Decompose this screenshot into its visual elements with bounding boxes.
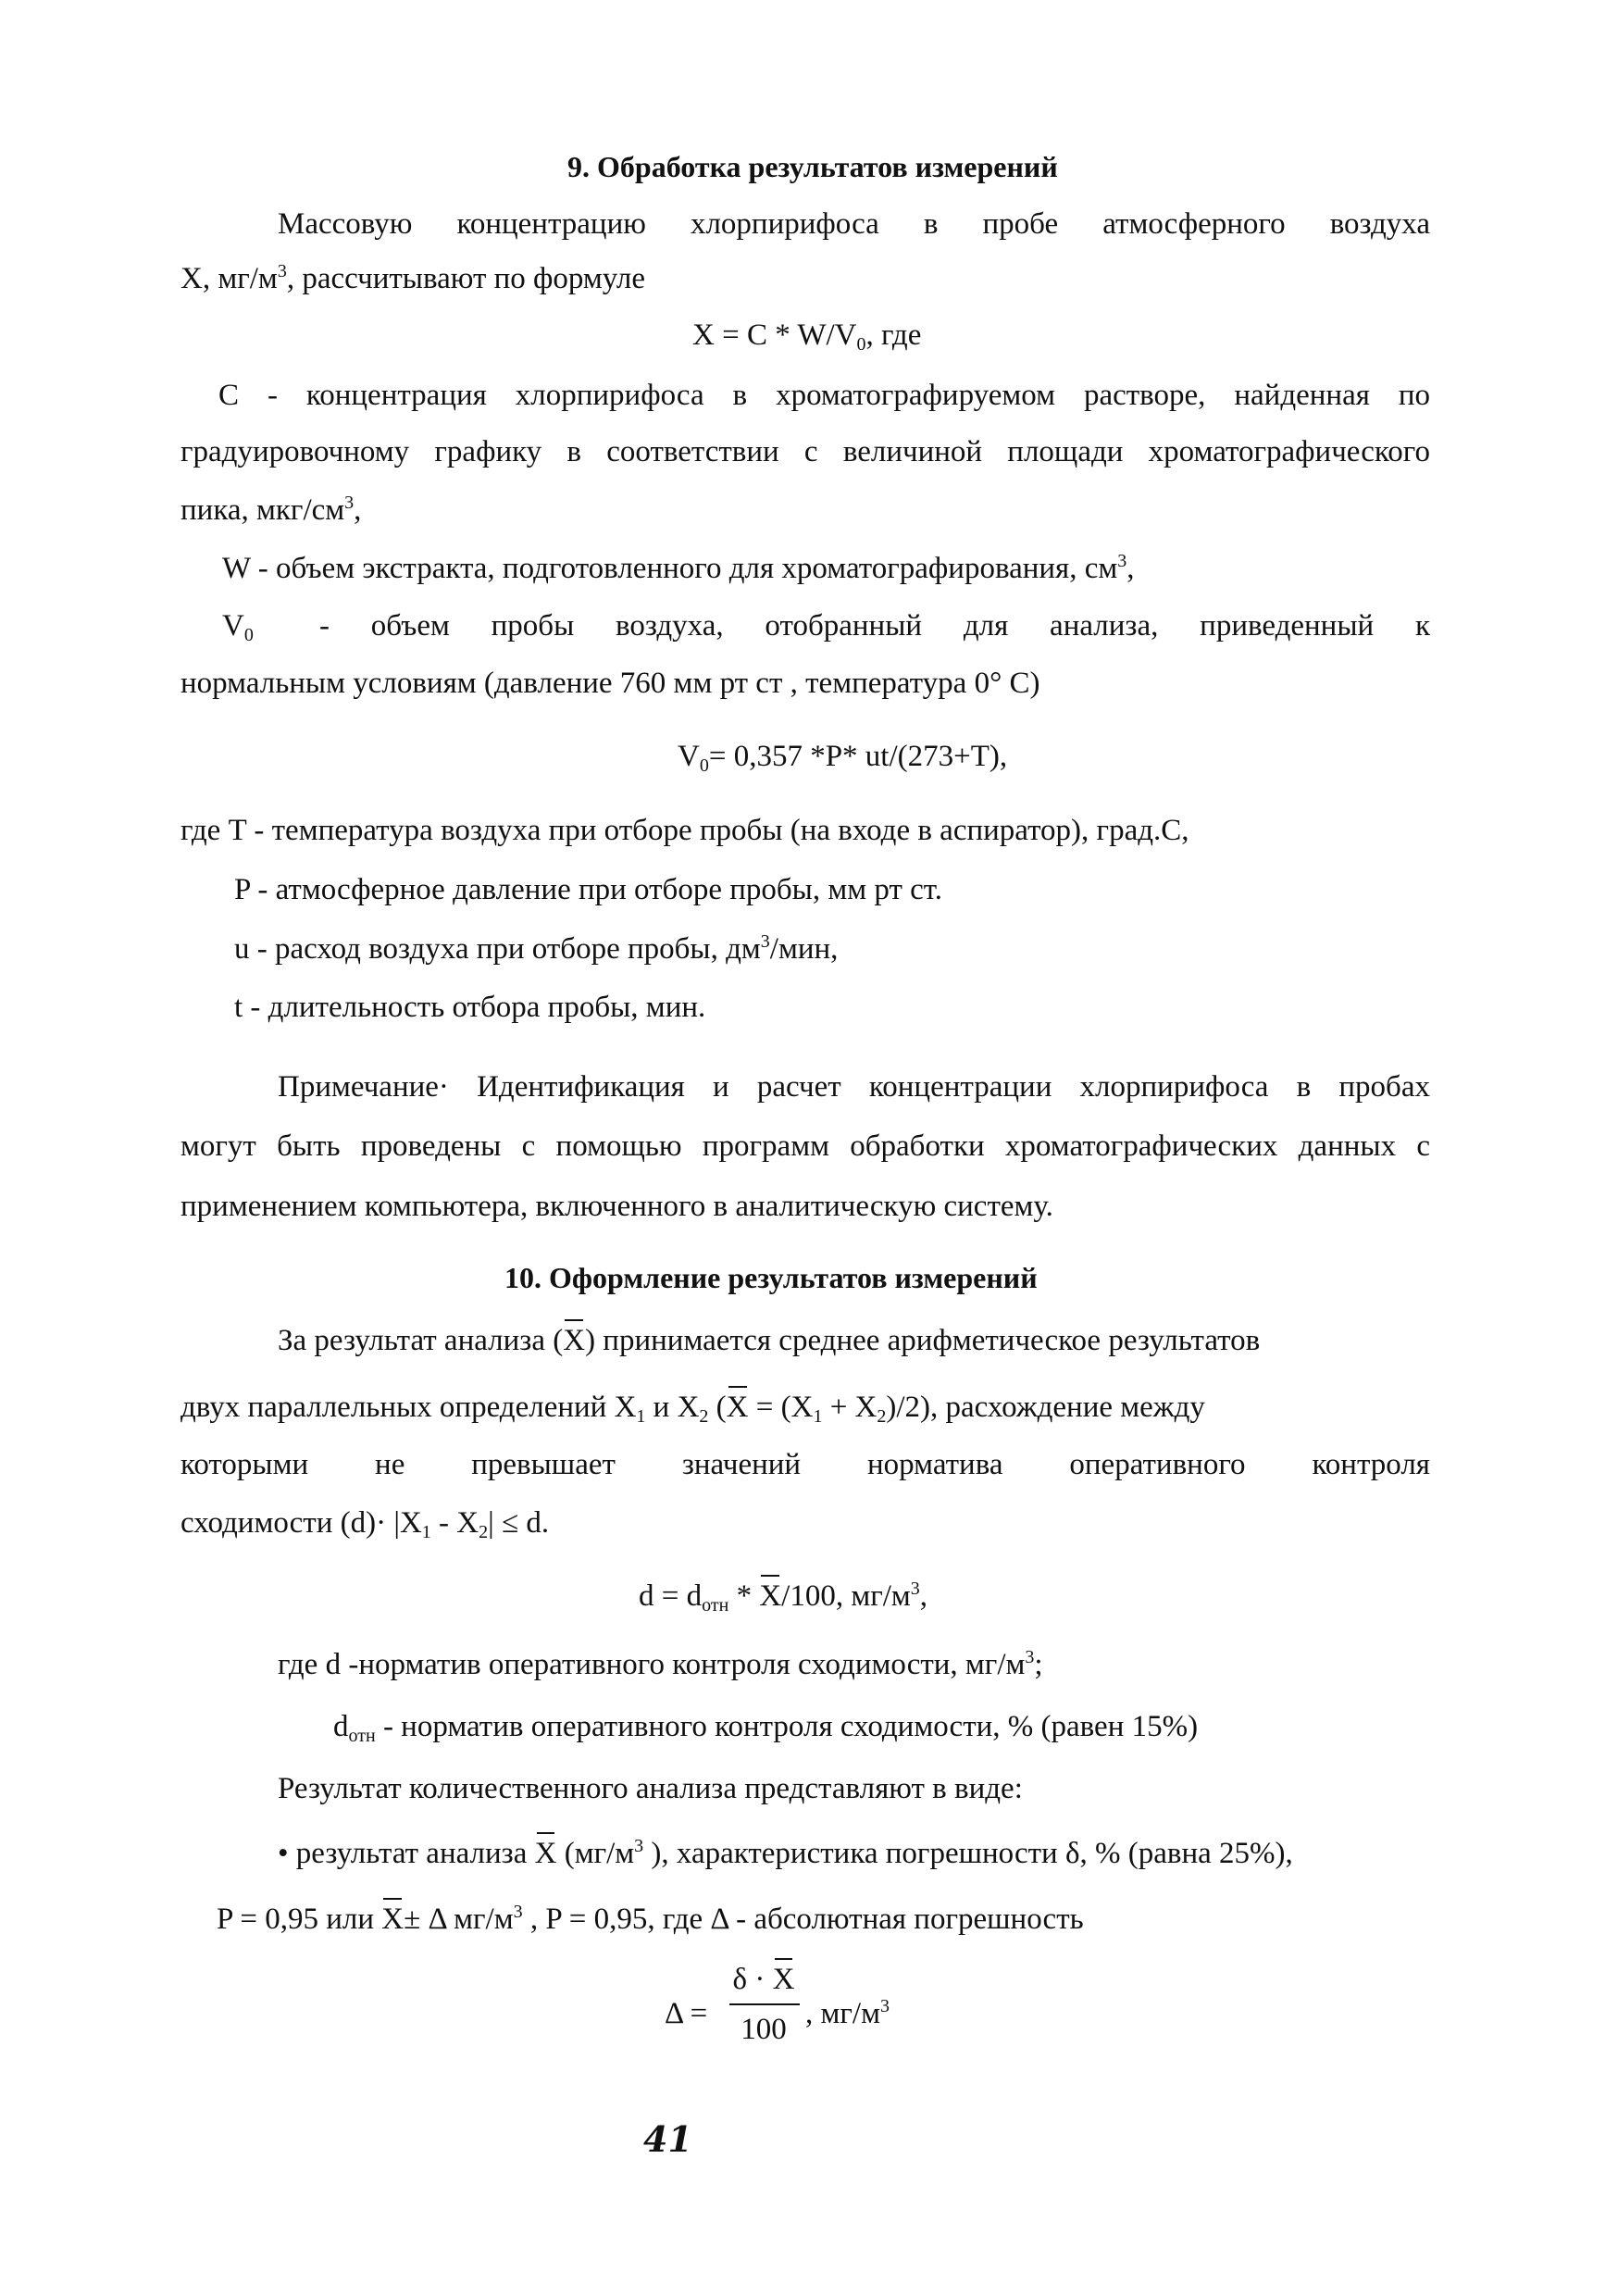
note-line-2: могут быть проведены с помощью программ обработки хроматографических данных с [180,1129,1430,1163]
result-bullet-line-1: • результат анализа X ($мг/м^3$ ), характеристика погрешности δ, % (равна 25%), [278,1836,1293,1870]
definition-c-line-3: пика, мкг/$см^3$, [180,493,362,527]
formula-delta-denominator: 100 [741,2013,787,2046]
formula-d: $d = d_{отн} * X/100$, $мг/м^3$, [639,1578,928,1616]
formula-delta-fraction-bar [729,2003,800,2005]
definition-u: u - расход воздуха при отборе пробы, $дм^3$/мин, [234,931,839,966]
formula-delta-lhs: Δ = [665,1997,708,2030]
definition-t: где T - температура воздуха при отборе пробы (на входе в аспиратор), град.C, [180,814,1189,847]
section-10-heading: 10. Оформление результатов измерений [504,1261,1038,1294]
formula-delta-unit: , $мг/м^3$ [805,1996,890,2030]
definition-v0-line-1: - объем пробы воздуха, отобранный для анализа, приведенный к [319,609,1430,643]
paragraph-result-line-4: сходимости $(d)\cdot |X_1 - X_2| \le d$. [180,1506,550,1542]
definition-w: W - объем экстракта, подготовленного для хроматографирования, $см^3$, [222,551,1135,585]
section-9-heading: 9. Обработка результатов измерений [567,150,1058,183]
page-number: 41 [643,2118,692,2160]
formula-x: $X = C * W/V_0$, где [692,318,922,355]
definition-v0-line-2: нормальным условиям (давление 760 мм рт ст , температура 0° C) [180,667,1040,700]
result-bullet-line-2: P = 0,95 или X± Δ $мг/м^3$ , P = 0,95, где Δ - абсолютная погрешность [217,1902,1084,1936]
formula-v0: $V_0= 0,357$ *P* ut/(273+T), [678,740,1008,776]
formula-delta-numerator: δ · X [732,1963,795,1996]
definition-d-otn: $d_{отн}$ - норматив оперативного контроля сходимости, % (равен 15%) [333,1710,1199,1746]
definition-d: где d -норматив оперативного контроля сходимости, $мг/м^3$; [278,1647,1043,1681]
definition-c-line-1: C - концентрация хлорпирифоса в хроматографируемом растворе, найденная по [218,379,1430,412]
paragraph-intro-line-1: Массовую концентрацию хлорпирифоса в пробе атмосферного воздуха [278,207,1430,241]
definition-c-line-2: градуировочному графику в соответствии с величиной площади хроматографического [180,435,1430,468]
paragraph-result-line-2: двух параллельных определений $X_1$ и $X_2$ $(X = (X_1 + X_2)/2)$, расхождение между [180,1391,1205,1427]
paragraph-result-line-3: которыми не превышает значений норматива оперативного контроля [180,1448,1430,1481]
note-line-1: Примечание· Идентификация и расчет концентрации хлорпирифоса в пробах [278,1070,1430,1104]
definition-t-duration: t - длительность отбора пробы, мин. [234,991,706,1024]
paragraph-result-line-1: За результат анализа (X) принимается среднее арифметическое результатов [278,1324,1261,1357]
definition-p: P - атмосферное давление при отборе пробы, мм рт ст. [234,873,942,906]
note-line-3: применением компьютера, включенного в аналитическую систему. [180,1190,1053,1223]
paragraph-intro-line-2: X, $мг/м^3$, рассчитывают по формуле [180,261,645,295]
result-intro: Результат количественного анализа представляют в виде: [278,1772,1023,1805]
definition-v0-symbol: $V_0$ [222,609,254,645]
